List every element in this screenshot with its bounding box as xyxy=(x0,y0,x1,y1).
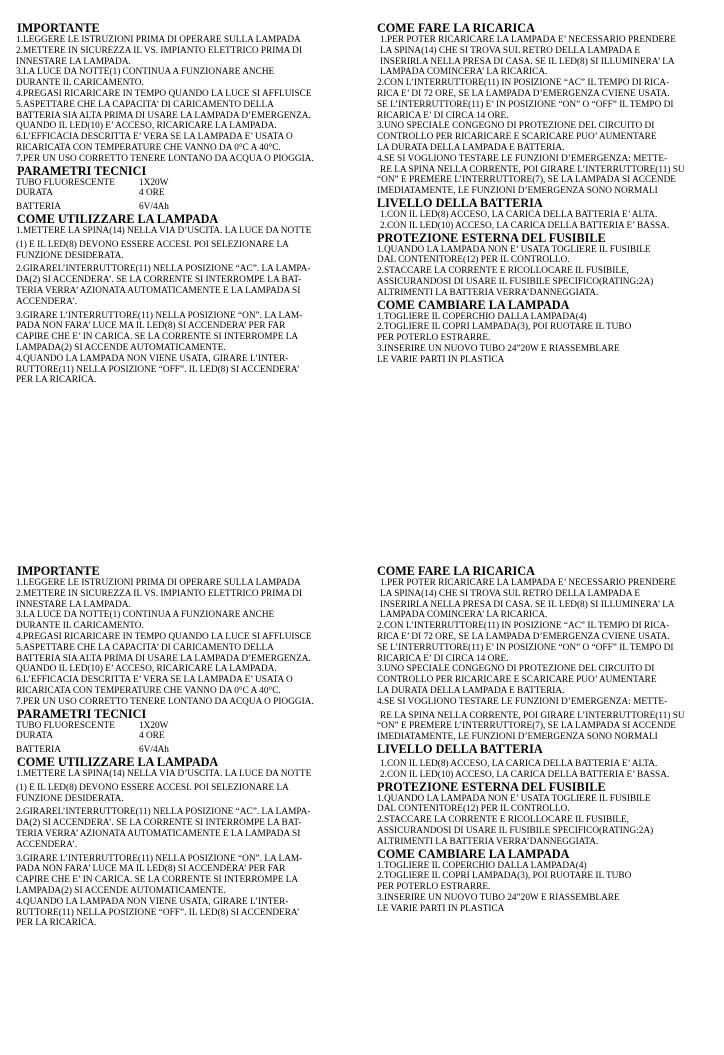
utilizzo-line: 4.QUANDO LA LAMPADA NON VIENE USATA, GIRARE L’INTER- xyxy=(16,353,289,364)
ricarica-line: 4.SE SI VOGLIONO TESTARE LE FUNZIONI D’EMERGENZA: METTE- xyxy=(377,696,668,707)
ricarica-line: RICA E’ DI 72 ORE, SE LA LAMPADA D’EMERGENZA CVIENE USATA. xyxy=(377,88,670,99)
importante-line: DURANTE IL CARICAMENTO. xyxy=(16,621,144,632)
utilizzo-heading: COME UTILIZZARE LA LAMPADA xyxy=(17,754,219,769)
param-label: BATTERIA xyxy=(16,745,61,756)
importante-line: BATTERIA SIA ALTA PRIMA DI USARE LA LAMPADA D’EMERGENZA. xyxy=(16,110,311,121)
ricarica-line: RICA E’ DI 72 ORE, SE LA LAMPADA D’EMERGENZA CVIENE USATA. xyxy=(377,631,670,642)
importante-line: INNESTARE LA LAMPADA. xyxy=(16,56,131,67)
ricarica-heading: COME FARE LA RICARICA xyxy=(377,21,535,35)
param-value: 4 ORE xyxy=(139,188,165,199)
importante-line: RICARICATA CON TEMPERATURE CHE VANNO DA 0°C A 40°C. xyxy=(16,142,281,153)
utilizzo-line: DA(2) SI ACCENDERA’. SE LA CORRENTE SI INTERROMPE LA BAT- xyxy=(16,275,302,286)
importante-line: RICARICATA CON TEMPERATURE CHE VANNO DA 0°C A 40°C. xyxy=(16,685,281,696)
param-value: 1X20W xyxy=(139,177,169,188)
fusibile-line: ALTRIMENTI LA BATTERIA VERRA’DANNEGGIATA. xyxy=(377,287,599,298)
cambiare-line: 3.INSERIRE UN NUOVO TUBO 24”20W E RIASSEMBLARE xyxy=(377,892,620,903)
ricarica-line: RICARICA E’ DI CIRCA 14 ORE. xyxy=(377,110,509,121)
importante-line: BATTERIA SIA ALTA PRIMA DI USARE LA LAMPADA D’EMERGENZA. xyxy=(16,653,311,664)
importante-line: 2.METTERE IN SICUREZZA IL VS. IMPIANTO ELETTRICO PRIMA DI xyxy=(16,588,302,599)
fusibile-line: 2.STACCARE LA CORRENTE E RICOLLOCARE IL FUSIBILE, xyxy=(377,815,629,826)
ricarica-line: LAMPADA COMINCERA’ LA RICARICA. xyxy=(380,610,548,621)
importante-line: INNESTARE LA LAMPADA. xyxy=(16,599,131,610)
ricarica-line: LA DURATA DELLA LAMPADA E BATTERIA. xyxy=(377,142,565,153)
utilizzo-line: RUTTORE(11) NELLA POSIZIONE “OFF”. IL LED(8) SI ACCENDERA’ xyxy=(16,907,300,918)
ricarica-line: 1.PER POTER RICARICARE LA LAMPADA E’ NECESSARIO PRENDERE xyxy=(380,578,676,588)
utilizzo-line: TERIA VERRA’ AZIONATA AUTOMATICAMENTE E LA LAMPADA SI xyxy=(16,285,301,296)
utilizzo-line: 2.GIRAREL’INTERRUTTORE(11) NELLA POSIZIONE “AC”. LA LAMPA- xyxy=(16,807,311,818)
utilizzo-line: (1) E IL LED(8) DEVONO ESSERE ACCESI. POI SELEZIONARE LA xyxy=(16,239,289,250)
instruction-sheet-bottom xyxy=(0,543,724,1055)
importante-line: QUANDO IL LED(10) E’ ACCESO, RICARICARE LA LAMPADA. xyxy=(16,121,277,132)
ricarica-line: INSERIRLA NELLA PRESA DI CASA. SE IL LED(8) SI ILLUMINERA’ LA xyxy=(380,599,675,610)
param-row xyxy=(16,742,169,756)
fusibile-line: 1.QUANDO LA LAMPADA NON E’ USATA TOGLIERE IL FUSIBILE xyxy=(377,244,651,255)
importante-line: 6.L’EFFICACIA DESCRITTA E’ VERA SE LA LAMPADA E’ USATA O xyxy=(16,675,293,686)
fusibile-line: ASSICURANDOSI DI USARE IL FUSIBILE SPECIFICO(RATING:2A) xyxy=(377,825,654,836)
utilizzo-line: PER LA RICARICA. xyxy=(16,375,97,386)
importante-line: 4.PREGASI RICARICARE IN TEMPO QUANDO LA LUCE SI AFFLUISCE xyxy=(16,88,312,99)
param-row xyxy=(16,721,169,732)
utilizzo-line: PER LA RICARICA. xyxy=(16,918,97,929)
ricarica-line: SE L’INTERRUTTORE(11) E’ IN POSIZIONE “ON” O “OFF” IL TEMPO DI xyxy=(377,99,674,110)
cambiare-heading: COME CAMBIARE LA LAMPADA xyxy=(377,846,570,861)
ricarica-line: 4.SE SI VOGLIONO TESTARE LE FUNZIONI D’EMERGENZA: METTE- xyxy=(377,153,668,164)
utilizzo-line: CAPIRE CHE E’ IN CARICA. SE LA CORRENTE SI INTERROMPE LA xyxy=(16,875,299,886)
param-row xyxy=(16,731,169,742)
ricarica-line: LAMPADA COMINCERA’ LA RICARICA. xyxy=(380,67,548,78)
fusibile-line: 1.QUANDO LA LAMPADA NON E’ USATA TOGLIERE IL FUSIBILE xyxy=(377,793,651,804)
fusibile-line: DAL CONTENITORE(12) PER IL CONTROLLO. xyxy=(377,255,570,266)
cambiare-line: PER POTERLO ESTRARRE. xyxy=(377,882,491,893)
parametri-table xyxy=(16,721,169,756)
parametri-heading: PARAMETRI TECNICI xyxy=(17,163,147,178)
utilizzo-line: LAMPADA(2) SI ACCENDE AUTOMATICAMENTE. xyxy=(16,885,226,896)
importante-line: 5.ASPETTARE CHE LA CAPACITA’ DI CARICAMENTO DELLA xyxy=(16,99,274,110)
importante-line: 5.ASPETTARE CHE LA CAPACITA’ DI CARICAMENTO DELLA xyxy=(16,642,274,653)
param-label: BATTERIA xyxy=(16,202,61,213)
parametri-table xyxy=(16,178,169,213)
cambiare-line: 1.TOGLIERE IL COPERCHIO DALLA LAMPADA(4) xyxy=(377,311,587,322)
utilizzo-line: LAMPADA(2) SI ACCENDE AUTOMATICAMENTE. xyxy=(16,342,226,353)
utilizzo-line: FUNZIONE DESIDERATA. xyxy=(16,250,124,261)
ricarica-line: 3.UNO SPECIALE CONGEGNO DI PROTEZIONE DEL CIRCUITO DI xyxy=(377,121,655,132)
ricarica-line: RE LA SPINA NELLA CORRENTE, POI GIRARE L’INTERRUTTORE(11) SU xyxy=(380,164,685,175)
cambiare-line: 3.INSERIRE UN NUOVO TUBO 24”20W E RIASSEMBLARE xyxy=(377,343,620,354)
ricarica-line: 3.UNO SPECIALE CONGEGNO DI PROTEZIONE DEL CIRCUITO DI xyxy=(377,664,655,675)
ricarica-line: LA SPINA(14) CHE SI TROVA SUL RETRO DELLA LAMPADA E xyxy=(380,45,641,56)
fusibile-line: ALTRIMENTI LA BATTERIA VERRA’DANNEGGIATA. xyxy=(377,836,599,847)
cambiare-line: LE VARIE PARTI IN PLASTICA xyxy=(377,354,505,365)
param-row xyxy=(16,199,169,213)
cambiare-line: PER POTERLO ESTRARRE. xyxy=(377,333,491,344)
right-column xyxy=(377,22,717,366)
ricarica-line: 2.CON L’INTERRUTTORE(11) IN POSIZIONE “AC” IL TEMPO DI RICA- xyxy=(377,78,670,89)
utilizzo-line: TERIA VERRA’ AZIONATA AUTOMATICAMENTE E LA LAMPADA SI xyxy=(16,828,301,839)
ricarica-line: CONTROLLO PER RICARICARE E SCARICARE PUO’ AUMENTARE xyxy=(377,675,657,686)
cambiare-line: 2.TOGLIERE IL COPRI LAMPADA(3), POI RUOTARE IL TUBO xyxy=(377,871,632,882)
ricarica-line: IMEDIATAMENTE, LE FUNZIONI D’EMERGENZA SONO NORMALI xyxy=(377,732,658,743)
importante-line: 4.PREGASI RICARICARE IN TEMPO QUANDO LA LUCE SI AFFLUISCE xyxy=(16,631,312,642)
ricarica-heading: COME FARE LA RICARICA xyxy=(377,564,535,578)
fusibile-heading: PROTEZIONE ESTERNA DEL FUSIBILE xyxy=(377,230,606,245)
param-value: 6V/4Ah xyxy=(139,745,169,756)
param-row xyxy=(16,188,169,199)
fusibile-line: 2.STACCARE LA CORRENTE E RICOLLOCARE IL FUSIBILE, xyxy=(377,266,629,277)
fusibile-line: ASSICURANDOSI DI USARE IL FUSIBILE SPECIFICO(RATING:2A) xyxy=(377,276,654,287)
left-column xyxy=(16,22,361,386)
cambiare-line: LE VARIE PARTI IN PLASTICA xyxy=(377,903,505,914)
importante-line: DURANTE IL CARICAMENTO. xyxy=(16,78,144,89)
param-label: DURATA xyxy=(16,731,53,742)
ricarica-line: “ON” E PREMERE L’INTERRUTTORE(7), SE LA LAMPADA SI ACCENDE xyxy=(377,175,676,186)
utilizzo-line: ACCENDERA’. xyxy=(16,839,78,850)
ricarica-line: LA SPINA(14) CHE SI TROVA SUL RETRO DELLA LAMPADA E xyxy=(380,588,641,599)
utilizzo-line: 1.METTERE LA SPINA(14) NELLA VIA D’USCITA. LA LUCE DA NOTTE xyxy=(16,225,312,236)
ricarica-line: RE LA SPINA NELLA CORRENTE, POI GIRARE L’INTERRUTTORE(11) SU xyxy=(380,710,685,721)
parametri-heading: PARAMETRI TECNICI xyxy=(17,706,147,721)
utilizzo-heading: COME UTILIZZARE LA LAMPADA xyxy=(17,211,219,226)
utilizzo-line: PADA NON FARA’ LUCE MA IL LED(8) SI ACCENDERA’ PER FAR xyxy=(16,864,286,875)
utilizzo-line: 3.GIRARE L’INTERRUTTORE(11) NELLA POSIZIONE “ON”. LA LAM- xyxy=(16,310,303,321)
importante-line: 6.L’EFFICACIA DESCRITTA E’ VERA SE LA LAMPADA E’ USATA O xyxy=(16,132,293,143)
utilizzo-line: RUTTORE(11) NELLA POSIZIONE “OFF”. IL LED(8) SI ACCENDERA’ xyxy=(16,364,300,375)
ricarica-line: 2.CON L’INTERRUTTORE(11) IN POSIZIONE “AC” IL TEMPO DI RICA- xyxy=(377,621,670,632)
importante-line: 2.METTERE IN SICUREZZA IL VS. IMPIANTO ELETTRICO PRIMA DI xyxy=(16,45,302,56)
livello-heading: LIVELLO DELLA BATTERIA xyxy=(377,195,543,210)
cambiare-line: 2.TOGLIERE IL COPRI LAMPADA(3), POI RUOTARE IL TUBO xyxy=(377,322,632,333)
ricarica-line: INSERIRLA NELLA PRESA DI CASA. SE IL LED(8) SI ILLUMINERA’ LA xyxy=(380,56,675,67)
utilizzo-line: 3.GIRARE L’INTERRUTTORE(11) NELLA POSIZIONE “ON”. LA LAM- xyxy=(16,853,303,864)
utilizzo-line: 1.METTERE LA SPINA(14) NELLA VIA D’USCITA. LA LUCE DA NOTTE xyxy=(16,768,312,779)
ricarica-line: CONTROLLO PER RICARICARE E SCARICARE PUO’ AUMENTARE xyxy=(377,132,657,143)
param-row xyxy=(16,178,169,189)
ricarica-line: LA DURATA DELLA LAMPADA E BATTERIA. xyxy=(377,685,565,696)
livello-heading: LIVELLO DELLA BATTERIA xyxy=(377,741,543,756)
utilizzo-line: 2.GIRAREL’INTERRUTTORE(11) NELLA POSIZIONE “AC”. LA LAMPA- xyxy=(16,264,311,275)
utilizzo-line: DA(2) SI ACCENDERA’. SE LA CORRENTE SI INTERROMPE LA BAT- xyxy=(16,818,302,829)
instruction-sheet-top xyxy=(0,0,724,512)
ricarica-line: SE L’INTERRUTTORE(11) E’ IN POSIZIONE “ON” O “OFF” IL TEMPO DI xyxy=(377,642,674,653)
ricarica-line: IMEDIATAMENTE, LE FUNZIONI D’EMERGENZA SONO NORMALI xyxy=(377,186,658,197)
importante-heading: IMPORTANTE xyxy=(17,564,100,578)
utilizzo-line: CAPIRE CHE E’ IN CARICA. SE LA CORRENTE SI INTERROMPE LA xyxy=(16,332,299,343)
ricarica-line: RICARICA E’ DI CIRCA 14 ORE. xyxy=(377,653,509,664)
ricarica-line: “ON” E PREMERE L’INTERRUTTORE(7), SE LA LAMPADA SI ACCENDE xyxy=(377,721,676,732)
cambiare-line: 1.TOGLIERE IL COPERCHIO DALLA LAMPADA(4) xyxy=(377,860,587,871)
utilizzo-line: ACCENDERA’. xyxy=(16,296,78,307)
fusibile-line: DAL CONTENITORE(12) PER IL CONTROLLO. xyxy=(377,804,570,815)
utilizzo-line: 4.QUANDO LA LAMPADA NON VIENE USATA, GIRARE L’INTER- xyxy=(16,896,289,907)
utilizzo-line: PADA NON FARA’ LUCE MA IL LED(8) SI ACCENDERA’ PER FAR xyxy=(16,321,286,332)
param-value: 6V/4Ah xyxy=(139,202,169,213)
utilizzo-line: FUNZIONE DESIDERATA. xyxy=(16,793,124,804)
ricarica-line: 1.PER POTER RICARICARE LA LAMPADA E’ NECESSARIO PRENDERE xyxy=(380,35,676,45)
cambiare-heading: COME CAMBIARE LA LAMPADA xyxy=(377,297,570,312)
importante-line: 3.LA LUCE DA NOTTE(1) CONTINUA A FUNZIONARE ANCHE xyxy=(16,610,275,621)
importante-line: 1.LEGGERE LE ISTRUZIONI PRIMA DI OPERARE SULLA LAMPADA xyxy=(16,35,301,45)
param-value: 1X20W xyxy=(139,720,169,731)
importante-heading: IMPORTANTE xyxy=(17,21,100,35)
importante-line: 3.LA LUCE DA NOTTE(1) CONTINUA A FUNZIONARE ANCHE xyxy=(16,67,275,78)
importante-line: 7.PER UN USO CORRETTO TENERE LONTANO DA ACQUA O PIOGGIA. xyxy=(16,696,314,707)
fusibile-heading: PROTEZIONE ESTERNA DEL FUSIBILE xyxy=(377,779,606,794)
left-column xyxy=(16,565,361,929)
importante-line: 7.PER UN USO CORRETTO TENERE LONTANO DA ACQUA O PIOGGIA. xyxy=(16,153,314,164)
param-label: TUBO FLUORESCENTE xyxy=(16,177,115,188)
livello-line: 2.CON IL LED(10) ACCESO, LA CARICA DELLA BATTERIA E’ BASSA. xyxy=(380,220,670,231)
right-column xyxy=(377,565,717,915)
utilizzo-line: (1) E IL LED(8) DEVONO ESSERE ACCESI. POI SELEZIONARE LA xyxy=(16,782,289,793)
livello-line: 1.CON IL LED(8) ACCESO, LA CARICA DELLA BATTERIA E’ ALTA. xyxy=(380,209,658,220)
param-value: 4 ORE xyxy=(139,731,165,742)
livello-line: 2.CON IL LED(10) ACCESO, LA CARICA DELLA BATTERIA E’ BASSA. xyxy=(380,769,670,780)
livello-line: 1.CON IL LED(8) ACCESO, LA CARICA DELLA BATTERIA E’ ALTA. xyxy=(380,758,658,769)
param-label: TUBO FLUORESCENTE xyxy=(16,720,115,731)
importante-line: QUANDO IL LED(10) E’ ACCESO, RICARICARE LA LAMPADA. xyxy=(16,664,277,675)
param-label: DURATA xyxy=(16,188,53,199)
importante-line: 1.LEGGERE LE ISTRUZIONI PRIMA DI OPERARE SULLA LAMPADA xyxy=(16,578,301,588)
